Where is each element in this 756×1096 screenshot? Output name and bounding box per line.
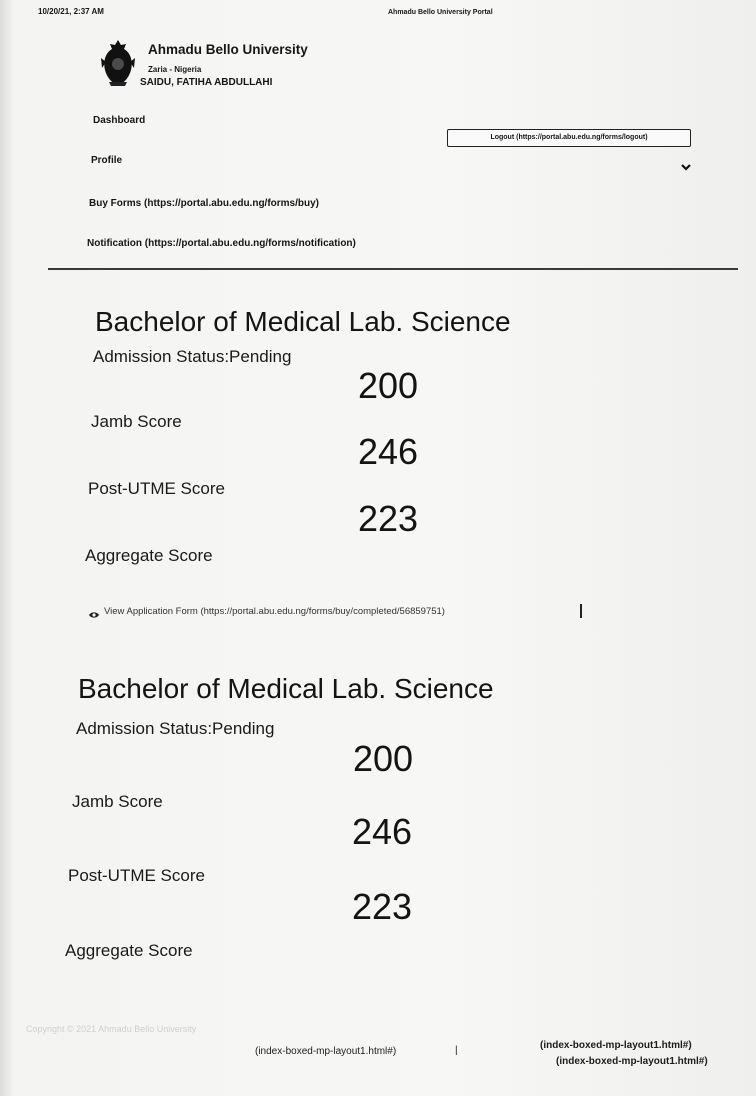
- link-separator: [580, 604, 582, 618]
- copyright-text: Copyright © 2021 Ahmadu Bello University: [26, 1024, 197, 1034]
- nav-buy-forms-link[interactable]: Buy Forms (https://portal.abu.edu.ng/forms/buy): [89, 198, 319, 209]
- header-divider: [48, 268, 738, 270]
- chevron-down-icon[interactable]: [680, 160, 692, 172]
- admission-status: Admission Status:Pending: [76, 719, 275, 738]
- nav-notification-link[interactable]: Notification (https://portal.abu.edu.ng/forms/notification): [87, 238, 356, 249]
- jamb-score-label: Jamb Score: [72, 792, 163, 811]
- footer-link[interactable]: (index-boxed-mp-layout1.html#): [540, 1040, 692, 1051]
- nav-profile-link[interactable]: Profile: [91, 155, 123, 166]
- post-utme-score-value: 246: [352, 811, 413, 852]
- post-utme-score-value: 246: [358, 431, 419, 472]
- print-page-title: Ahmadu Bello University Portal: [388, 9, 493, 16]
- footer-separator: |: [455, 1045, 458, 1056]
- print-date-time: 10/20/21, 2:37 AM: [38, 7, 104, 16]
- aggregate-score-label: Aggregate Score: [85, 546, 213, 565]
- admission-status: Admission Status:Pending: [93, 347, 292, 366]
- logout-button[interactable]: Logout (https://portal.abu.edu.ng/forms/logout): [447, 129, 691, 147]
- eye-icon: [88, 607, 100, 617]
- nav-dashboard-link[interactable]: Dashboard: [93, 115, 146, 126]
- program-title: Bachelor of Medical Lab. Science: [95, 306, 511, 337]
- jamb-score-value: 200: [353, 738, 414, 779]
- aggregate-score-value: 223: [358, 498, 419, 539]
- post-utme-score-label: Post-UTME Score: [68, 866, 205, 885]
- jamb-score-label: Jamb Score: [91, 412, 182, 431]
- footer-link[interactable]: (index-boxed-mp-layout1.html#): [255, 1046, 397, 1057]
- post-utme-score-label: Post-UTME Score: [88, 479, 225, 498]
- aggregate-score-value: 223: [352, 886, 413, 927]
- footer-link[interactable]: (index-boxed-mp-layout1.html#): [556, 1056, 708, 1067]
- jamb-score-value: 200: [358, 365, 419, 406]
- university-name: Ahmadu Bello University: [148, 42, 308, 57]
- student-name: SAIDU, FATIHA ABDULLAHI: [140, 77, 273, 88]
- view-application-form-link[interactable]: View Application Form (https://portal.abu.edu.ng/forms/buy/completed/56859751): [104, 606, 445, 617]
- program-title: Bachelor of Medical Lab. Science: [78, 673, 494, 704]
- aggregate-score-label: Aggregate Score: [65, 941, 193, 960]
- university-location: Zaria - Nigeria: [148, 65, 202, 74]
- university-crest-icon: [97, 38, 139, 88]
